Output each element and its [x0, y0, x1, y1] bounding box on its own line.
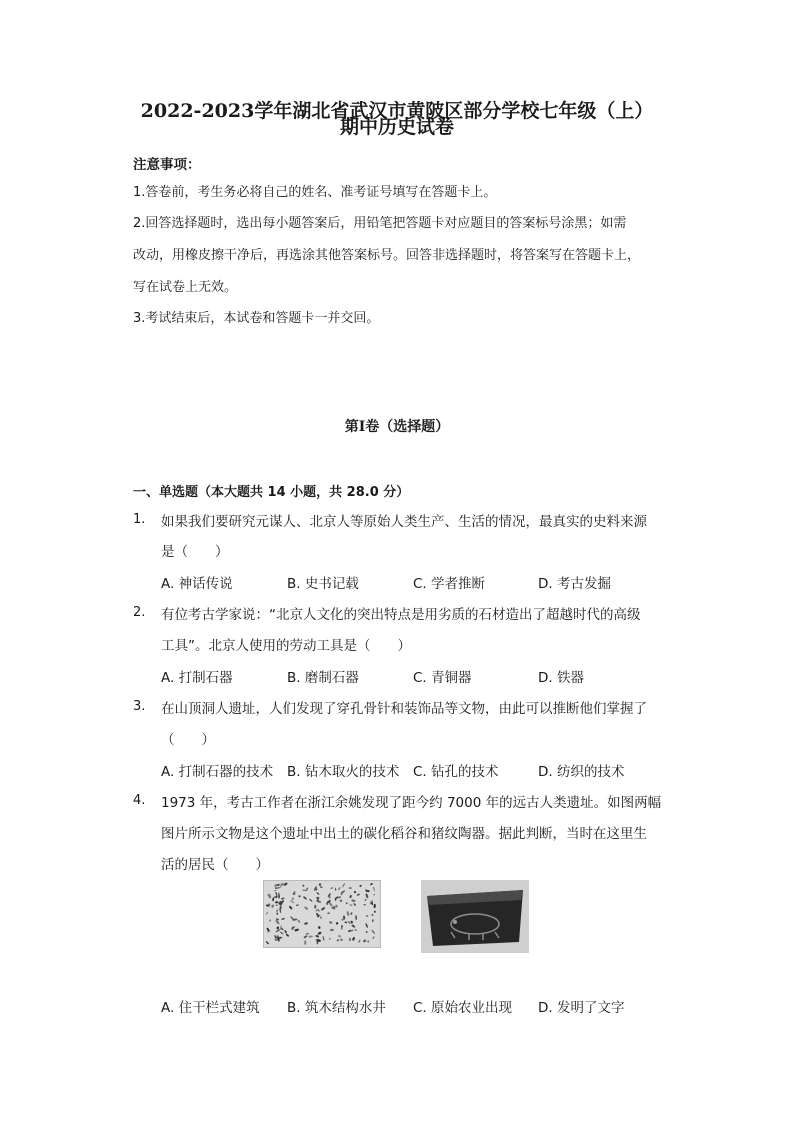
- option-b[interactable]: B. 史书记载: [287, 576, 359, 592]
- option-a[interactable]: A. 住干栏式建筑: [161, 1000, 260, 1016]
- question-number: 2.: [133, 605, 146, 620]
- question-text: 图片所示文物是这个遗址中出土的碳化稻谷和猪纹陶器。据此判断，当时在这里生: [161, 826, 647, 842]
- option-a[interactable]: A. 神话传说: [161, 576, 233, 592]
- question-options: [161, 666, 681, 686]
- option-d[interactable]: D. 考古发掘: [538, 576, 611, 592]
- question-text: 1973 年，考古工作者在浙江余姚发现了距今约 7000 年的远古人类遗址。如图两幅: [161, 795, 662, 811]
- question-text: 工具”。北京人使用的劳动工具是（ ）: [161, 638, 411, 654]
- question-text: 在山顶洞人遗址，人们发现了穿孔骨针和装饰品等文物，由此可以推断他们掌握了: [161, 701, 647, 717]
- option-a[interactable]: A. 打制石器的技术: [161, 764, 274, 780]
- note-item-2-line3: 写在试卷上无效。: [133, 280, 238, 295]
- part-title: 一、单选题（本大题共 14 小题，共 28.0 分）: [133, 485, 410, 500]
- note-item-2-line2: 改动，用橡皮擦干净后，再选涂其他答案标号。回答非选择题时，将答案写在答题卡上，: [133, 248, 641, 263]
- option-c[interactable]: C. 原始农业出现: [413, 1000, 513, 1016]
- option-c[interactable]: C. 学者推断: [413, 576, 486, 592]
- question-number: 1.: [133, 512, 146, 527]
- question-options: [161, 996, 681, 1016]
- pig-pattern-pottery-image: [421, 880, 529, 953]
- exam-title-line2: 期中历史试卷: [339, 116, 454, 138]
- option-d[interactable]: D. 发明了文字: [538, 1000, 625, 1016]
- question-text: （ ）: [161, 732, 215, 748]
- option-c[interactable]: C. 钻孔的技术: [413, 764, 499, 780]
- question-text: 有位考古学家说：“北京人文化的突出特点是用劣质的石材造出了超越时代的高级: [161, 607, 641, 623]
- option-b[interactable]: B. 磨制石器: [287, 670, 359, 686]
- option-b[interactable]: B. 筑木结构水井: [287, 1000, 386, 1016]
- question-text: 活的居民（ ）: [161, 857, 269, 873]
- question-text: 如果我们要研究元谋人、北京人等原始人类生产、生活的情况，最真实的史料来源: [161, 514, 647, 530]
- carbonized-rice-image: [263, 880, 381, 948]
- note-item-2-line1: 2.回答选择题时，选出每小题答案后，用铅笔把答题卡对应题目的答案标号涂黑；如需: [133, 216, 627, 231]
- option-d[interactable]: D. 铁器: [538, 670, 584, 686]
- option-c[interactable]: C. 青铜器: [413, 670, 472, 686]
- note-item-1: 1.答卷前，考生务必将自己的姓名、准考证号填写在答题卡上。: [133, 185, 497, 200]
- question-number: 3.: [133, 699, 146, 714]
- question-options: [161, 760, 681, 780]
- section-title: 第I卷（选择题）: [344, 419, 450, 435]
- question-number: 4.: [133, 793, 146, 808]
- option-a[interactable]: A. 打制石器: [161, 670, 233, 686]
- notes-heading: 注意事项：: [133, 157, 201, 173]
- question-text: 是（ ）: [161, 544, 229, 560]
- option-b[interactable]: B. 钻木取火的技术: [287, 764, 400, 780]
- note-item-3: 3.考试结束后，本试卷和答题卡一并交回。: [133, 311, 380, 326]
- exam-title-line1: 2022-2023学年湖北省武汉市黄陂区部分学校七年级（上）: [140, 100, 654, 122]
- option-d[interactable]: D. 纺织的技术: [538, 764, 625, 780]
- question-options: [161, 572, 681, 592]
